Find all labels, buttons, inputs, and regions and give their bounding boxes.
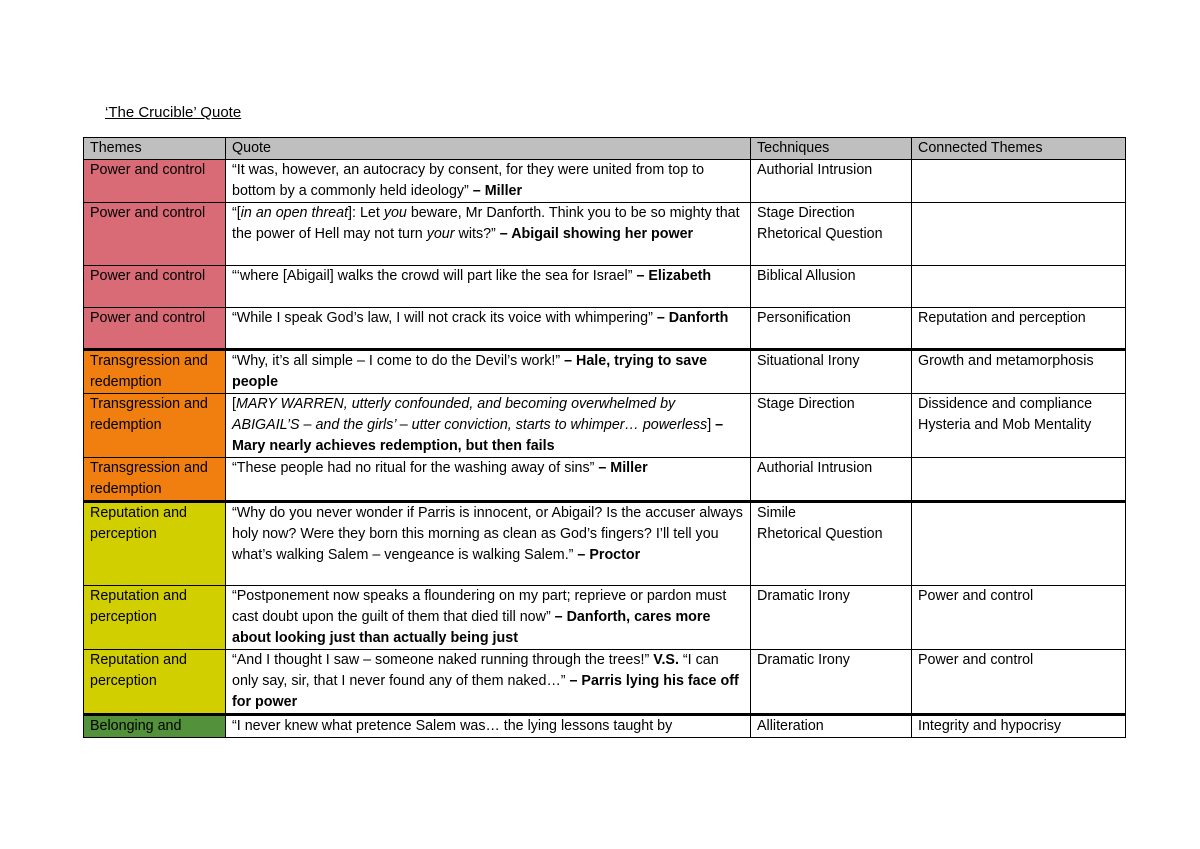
techniques-cell	[751, 308, 912, 350]
theme-cell: Transgression and redemption	[84, 350, 226, 394]
connected-themes-cell	[912, 394, 1126, 458]
header-themes: Themes	[84, 138, 226, 160]
techniques-cell	[751, 502, 912, 586]
quote-segment: “It was, however, an autocracy by consent, for they were united from top to bottom by a commonly held ideology”	[232, 162, 705, 199]
technique-item: Dramatic Irony	[757, 588, 850, 604]
techniques-cell	[751, 586, 912, 650]
techniques-cell	[751, 458, 912, 502]
quote-segment: V.S.	[653, 652, 679, 668]
table-row	[84, 458, 1126, 502]
quote-segment: – Proctor	[577, 547, 641, 563]
table-row	[84, 266, 1126, 308]
connected-themes-cell	[912, 160, 1126, 203]
theme-cell: Reputation and perception	[84, 502, 226, 586]
technique-item: Simile	[757, 505, 796, 521]
theme-cell: Power and control	[84, 203, 226, 266]
techniques-cell	[751, 650, 912, 715]
theme-cell: Power and control	[84, 266, 226, 308]
quote-segment: ]	[707, 417, 716, 433]
connected-theme-item: Power and control	[918, 588, 1034, 604]
header-row	[84, 138, 1126, 160]
quote-segment: – Elizabeth	[636, 268, 712, 284]
table-row	[84, 502, 1126, 586]
connected-themes-cell	[912, 350, 1126, 394]
table-row	[84, 203, 1126, 266]
technique-item: Personification	[757, 310, 851, 326]
document-title: ‘The Crucible’ Quote	[105, 104, 242, 121]
technique-item: Authorial Intrusion	[757, 460, 873, 476]
quote-segment: MARY WARREN, utterly confounded, and becoming overwhelmed by ABIGAIL’S – and the girls’ – utter conviction, starts to whimper… powerless	[232, 396, 708, 433]
connected-themes-cell	[912, 203, 1126, 266]
quote-cell	[226, 308, 751, 350]
theme-cell: Reputation and perception	[84, 650, 226, 715]
techniques-cell	[751, 715, 912, 738]
quote-segment: “[	[232, 205, 241, 221]
technique-item: Rhetorical Question	[757, 526, 883, 542]
connected-themes-cell	[912, 458, 1126, 502]
header-connected-themes: Connected Themes	[912, 138, 1126, 160]
quote-segment: “These people had no ritual for the washing away of sins”	[232, 460, 599, 476]
connected-theme-item: Growth and metamorphosis	[918, 353, 1094, 369]
theme-cell: Belonging and	[84, 715, 226, 738]
header-techniques: Techniques	[751, 138, 912, 160]
technique-item: Authorial Intrusion	[757, 162, 873, 178]
quote-segment: beware, Mr Danforth. Think you to be so mighty that the power of Hell may not turn	[232, 205, 740, 242]
quote-segment: in an open threat	[240, 205, 349, 221]
table-row	[84, 394, 1126, 458]
quote-segment: – Miller	[472, 183, 523, 199]
quote-segment: “Why, it’s all simple – I come to do the Devil’s work!”	[232, 353, 565, 369]
quote-segment: “I never knew what pretence Salem was… the lying lessons taught by	[232, 718, 673, 734]
connected-themes-cell	[912, 586, 1126, 650]
quote-cell	[226, 394, 751, 458]
technique-item: Stage Direction	[757, 396, 855, 412]
quote-segment: you	[383, 205, 407, 221]
quote-segment: “I can only say, sir, that I never found any of them naked…”	[232, 652, 719, 689]
quote-segment: “Why do you never wonder if Parris is innocent, or Abigail? Is the accuser always holy now? Were they born this morning as clean as God’s fingers? I’ll tell you what’s walking Salem – vengeance is walking Salem.”	[232, 505, 743, 563]
theme-cell: Transgression and redemption	[84, 394, 226, 458]
technique-item: Dramatic Irony	[757, 652, 850, 668]
theme-cell: Reputation and perception	[84, 586, 226, 650]
quote-cell	[226, 350, 751, 394]
connected-theme-item: Dissidence and compliance	[918, 396, 1093, 412]
technique-item: Rhetorical Question	[757, 226, 883, 242]
techniques-cell	[751, 160, 912, 203]
quote-segment: “‘where [Abigail] walks the crowd will part like the sea for Israel”	[232, 268, 637, 284]
quote-segment: wits?”	[454, 226, 500, 242]
quote-segment: – Danforth	[656, 310, 729, 326]
quote-cell	[226, 458, 751, 502]
quote-cell	[226, 715, 751, 738]
table-row	[84, 350, 1126, 394]
quote-cell	[226, 160, 751, 203]
quotes-table	[83, 137, 1126, 738]
table-row	[84, 650, 1126, 715]
quote-segment: – Danforth, cares more about looking just than actually being just	[232, 609, 711, 646]
connected-themes-cell	[912, 308, 1126, 350]
quote-segment: – Hale, trying to save people	[232, 353, 708, 390]
technique-item: Stage Direction	[757, 205, 855, 221]
theme-cell: Transgression and redemption	[84, 458, 226, 502]
quote-segment: – Mary nearly achieves redemption, but then fails	[232, 417, 724, 454]
techniques-cell	[751, 266, 912, 308]
quote-cell	[226, 203, 751, 266]
techniques-cell	[751, 394, 912, 458]
techniques-cell	[751, 350, 912, 394]
technique-item: Biblical Allusion	[757, 268, 856, 284]
connected-theme-item: Power and control	[918, 652, 1034, 668]
theme-cell: Power and control	[84, 308, 226, 350]
connected-theme-item: Hysteria and Mob Mentality	[918, 417, 1092, 433]
technique-item: Situational Irony	[757, 353, 860, 369]
table-row	[84, 586, 1126, 650]
connected-themes-cell	[912, 715, 1126, 738]
theme-cell: Power and control	[84, 160, 226, 203]
table-row	[84, 308, 1126, 350]
quote-cell	[226, 266, 751, 308]
table-row	[84, 160, 1126, 203]
quote-cell	[226, 586, 751, 650]
quote-cell	[226, 650, 751, 715]
quote-segment: “And I thought I saw – someone naked running through the trees!”	[232, 652, 654, 668]
connected-theme-item: Integrity and hypocrisy	[918, 718, 1062, 734]
quote-segment: [	[232, 396, 236, 412]
quote-segment: your	[426, 226, 455, 242]
quote-segment: ]: Let	[348, 205, 384, 221]
quote-segment: – Abigail showing her power	[499, 226, 694, 242]
connected-themes-cell	[912, 650, 1126, 715]
technique-item: Alliteration	[757, 718, 824, 734]
connected-themes-cell	[912, 502, 1126, 586]
quote-segment: – Miller	[598, 460, 648, 476]
connected-theme-item: Reputation and perception	[918, 310, 1086, 326]
connected-themes-cell	[912, 266, 1126, 308]
techniques-cell	[751, 203, 912, 266]
table-row	[84, 715, 1126, 738]
quote-segment: “Postponement now speaks a floundering on my part; reprieve or pardon must cast doubt upon the guilt of them that died till now”	[232, 588, 727, 625]
quote-segment: – Parris lying his face off for power	[232, 673, 739, 710]
quote-segment: “While I speak God’s law, I will not crack its voice with whimpering”	[232, 310, 657, 326]
header-quote: Quote	[226, 138, 751, 160]
quote-cell	[226, 502, 751, 586]
